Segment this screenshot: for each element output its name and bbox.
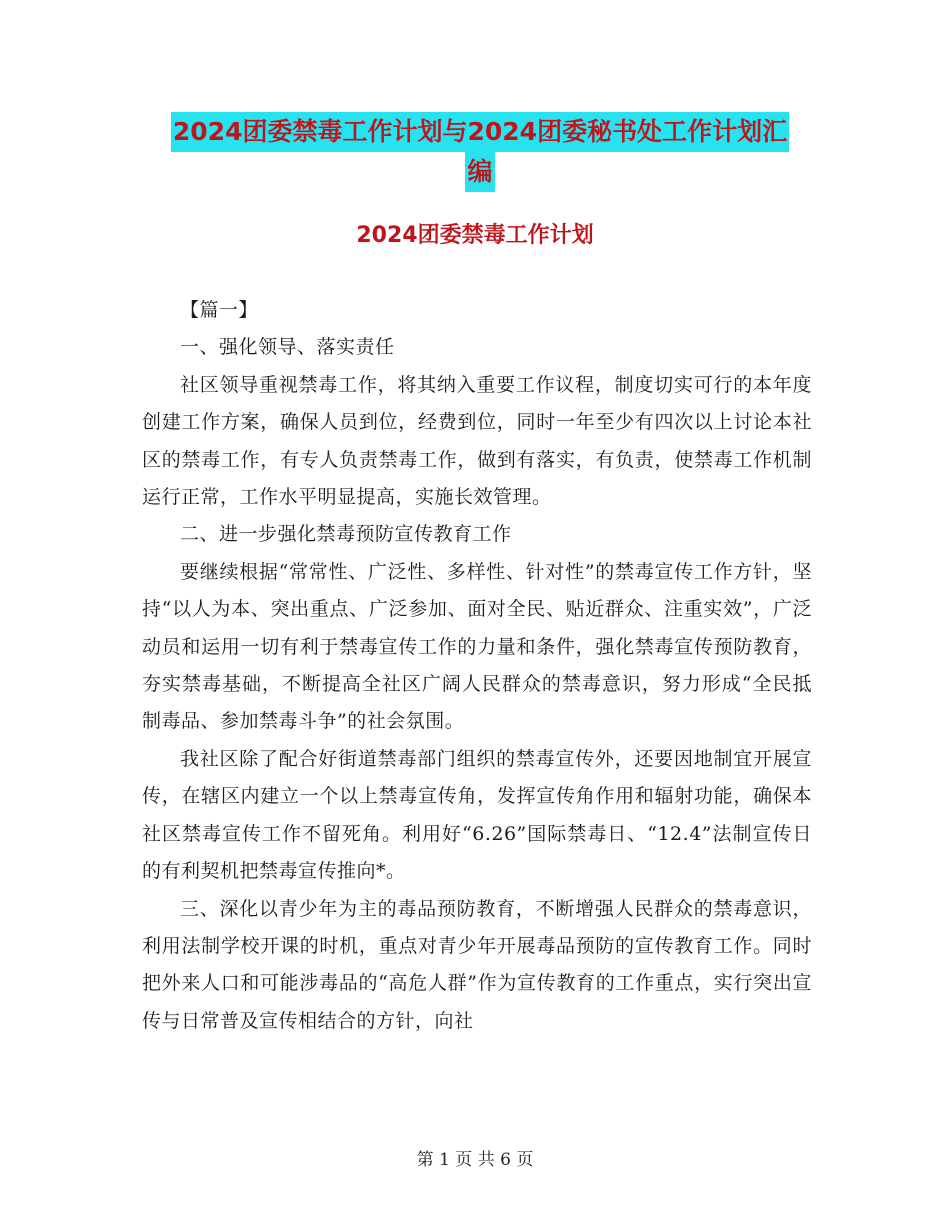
title-line-1: 2024团委禁毒工作计划与2024团委秘书处工作计划汇 bbox=[171, 112, 789, 152]
document-title bbox=[140, 112, 820, 192]
paragraph: 社区领导重视禁毒工作，将其纳入重要工作议程，制度切实可行的本年度创建工作方案，确保人员到位，经费到位，同时一年至少有四次以上讨论本社区的禁毒工作，有专人负责禁毒工作，做到有落实，有负责，使禁毒工作机制运行正常，工作水平明显提高，实施长效管理。 bbox=[142, 373, 812, 509]
section-marker: 【篇一】 bbox=[180, 299, 259, 321]
heading-1: 一、强化领导、落实责任 bbox=[180, 336, 395, 359]
page-footer: 第 1 页 共 6 页 bbox=[416, 1150, 534, 1170]
paragraph: 三、深化以青少年为主的毒品预防教育，不断增强人民群众的禁毒意识，利用法制学校开课的时机，重点对青少年开展毒品预防的宣传教育工作。同时把外来人口和可能涉毒品的“高危人群”作为宣传教育的工作重点，实行突出宣传与日常普及宣传相结合的方针，向社 bbox=[142, 897, 812, 1032]
section-title: 2024团委禁毒工作计划 bbox=[356, 223, 594, 248]
paragraph: 要继续根据“常常性、广泛性、多样性、针对性”的禁毒宣传工作方针，坚持“以人为本、突出重点、广泛参加、面对全民、贴近群众、注重实效”，广泛动员和运用一切有利于禁毒宣传工作的力量和条件，强化禁毒宣传预防教育，夯实禁毒基础，不断提高全社区广阔人民群众的禁毒意识，努力形成“全民抵制毒品、参加禁毒斗争”的社会氛围。 bbox=[142, 560, 812, 733]
title-line-2: 编 bbox=[465, 152, 494, 192]
heading-2: 二、进一步强化禁毒预防宣传教育工作 bbox=[180, 523, 512, 546]
document-body bbox=[142, 292, 812, 1040]
paragraph: 我社区除了配合好街道禁毒部门组织的禁毒宣传外，还要因地制宜开展宣传，在辖区内建立一个以上禁毒宣传角，发挥宣传角作用和辐射功能，确保本社区禁毒宣传工作不留死角。利用好“6.26”国际禁毒日、“12.4”法制宣传日的有利契机把禁毒宣传推向*。 bbox=[142, 747, 812, 883]
